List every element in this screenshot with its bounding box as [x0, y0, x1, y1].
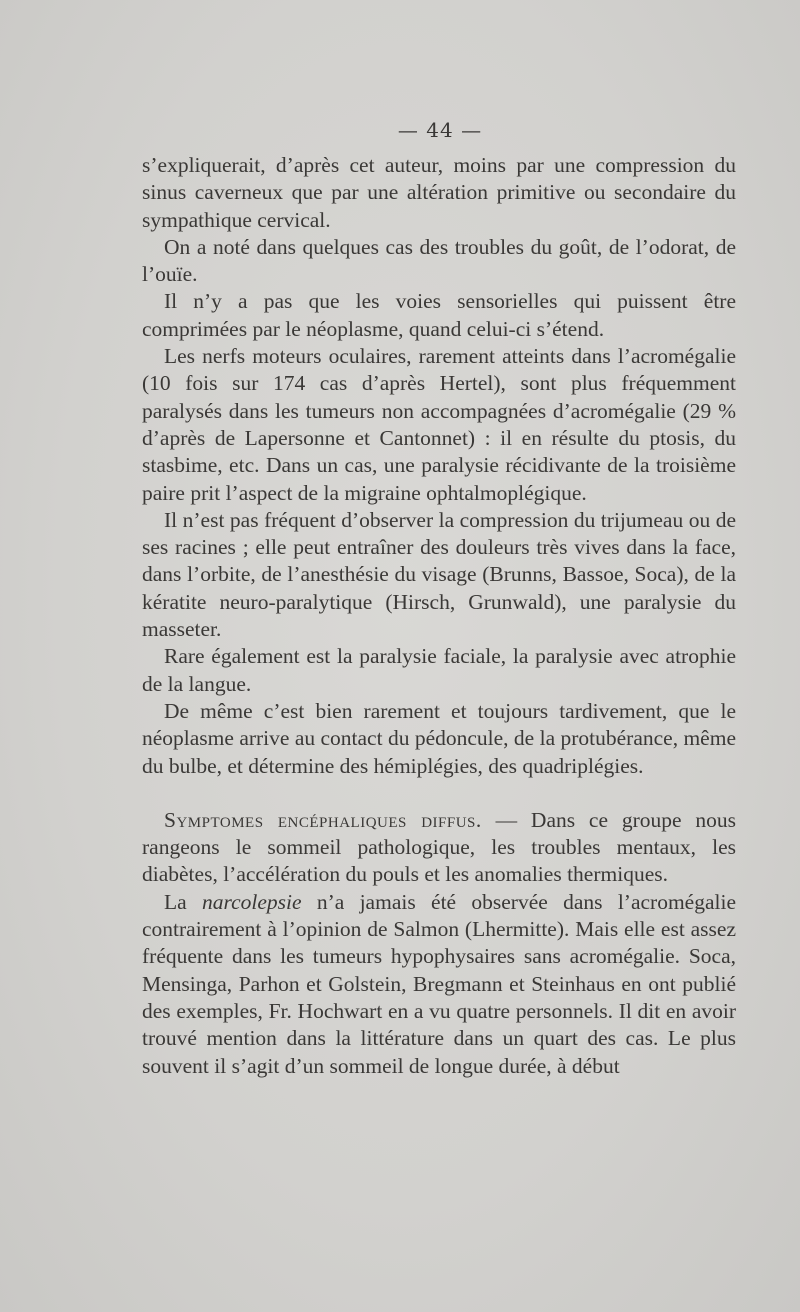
- paragraph-continuation: s’expliquerait, d’après cet auteur, moins par une compression du sinus caverneux que par une altération primitive ou secondaire du sympathique cervical.: [142, 153, 736, 232]
- narcolepsy-text: n’a jamais été observée dans l’acromégalie contrairement à l’opinion de Salmon (Lhermitte). Mais elle est assez fréquente dans les tumeurs hypophysaires sans acromégalie. Soca, Mensinga, Parhon et Golstein, Bregmann et Steinhaus en ont publié des exemples, Fr. Hochwart en a vu quatre personnels. Il dit en avoir trouvé mention dans la littérature dans un quart des cas. Le plus souvent il s’agit d’un sommeil de longue durée, à début: [142, 889, 737, 1078]
- section-intro-paragraph: [142, 807, 736, 889]
- page-number: — 44 —: [397, 118, 483, 142]
- paragraph-trigeminal: Il n’est pas fréquent d’observer la compression du trijumeau ou de ses racines ; elle peut entraîner des douleurs très vives dans la face, dans l’orbite, de l’anesthésie du visage (Brunns, Bassoe, Soca), de la kératite neuro-paralytique (Hirsch, Grunwald), une paralysie du masseter.: [142, 507, 736, 642]
- page-body-text: [142, 152, 736, 1080]
- paragraph-facial-paralysis: Rare également est la paralysie faciale, la paralysie avec atrophie de la langue.: [142, 644, 736, 696]
- section-heading: Symptomes encéphaliques diffus.: [164, 807, 482, 832]
- paragraph-taste-smell: On a noté dans quelques cas des troubles du goût, de l’odorat, de l’ouïe.: [142, 234, 736, 287]
- narcolepsy-term: narcolepsie: [202, 889, 302, 914]
- paragraph-oculomotor-nerves: Les nerfs moteurs oculaires, rarement atteints dans l’acromégalie (10 fois sur 174 cas d’après Hertel), sont plus fréquemment paralysés dans les tumeurs non accompagnées d’acromégalie (29 % d’après de Lapersonne et Cantonnet) : il en résulte du ptosis, du stasbime, etc. Dans un cas, une paralysie récidivante de la troisième paire prit l’aspect de la migraine ophtalmoplégique.: [142, 344, 736, 505]
- section-intro-text: — Dans ce groupe nous rangeons le sommeil pathologique, les troubles mentaux, les diabètes, l’accélération du pouls et les anomalies thermiques.: [142, 807, 736, 887]
- paragraph-narcolepsy: [142, 889, 736, 1080]
- narcolepsy-lead: La: [164, 889, 202, 914]
- paragraph-hemiplegia: De même c’est bien rarement et toujours tardivement, que le néoplasme arrive au contact du pédoncule, de la protubérance, même du bulbe, et détermine des hémiplégies, des quadriplégies.: [142, 698, 736, 778]
- section-spacer: [142, 780, 736, 807]
- paragraph-sensory-pathways: Il n’y a pas que les voies sensorielles qui puissent être comprimées par le néoplasme, quand celui-ci s’étend.: [142, 289, 736, 341]
